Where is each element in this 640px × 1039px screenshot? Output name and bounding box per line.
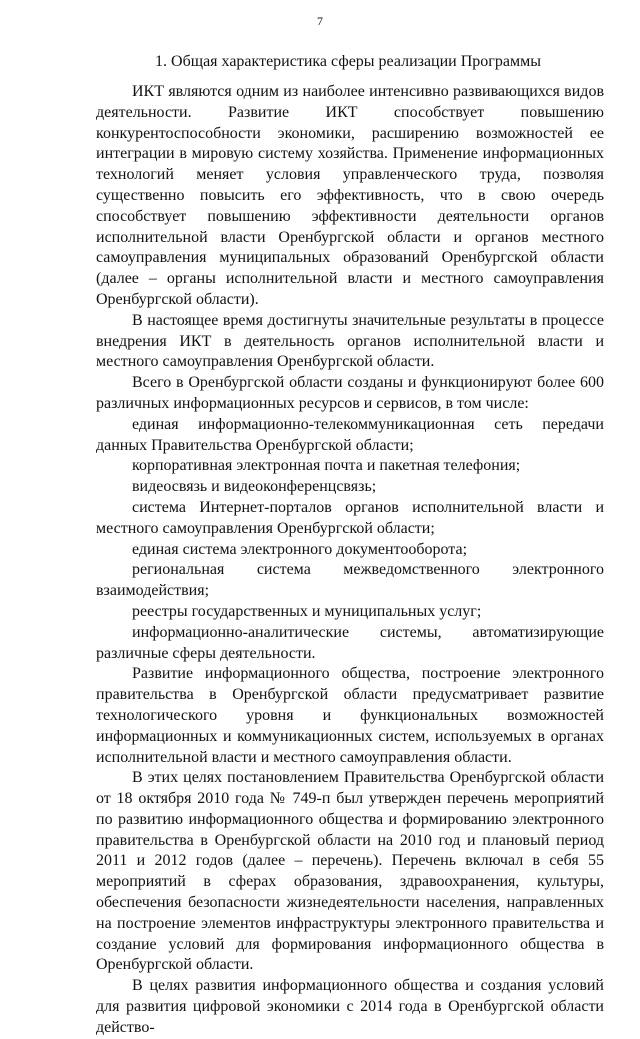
section-title: 1. Общая характеристика сферы реализации Программы — [155, 53, 541, 70]
list-item-network: единая информационно-телекоммуникационная сеть передачи данных Правительства Оренбургской области; — [96, 415, 604, 454]
paragraph-results: В настоящее время достигнуты значительные результаты в процессе внедрения ИКТ в деятельность органов исполнительной власти и местного самоуправления Оренбургской области. — [96, 311, 604, 371]
list-item-interdepartmental: региональная система межведомственного электронного взаимодействия; — [96, 561, 604, 600]
paragraph-e-government: Развитие информационного общества, построение электронного правительства в Оренбургской области предусматривает развитие технологического уровня и функциональных возможностей информационных и коммуникационных систем, используемых в органах исполнительной власти и местного самоуправления области. — [96, 665, 604, 766]
list-item-portals: система Интернет-порталов органов исполнительной власти и местного самоуправления Оренбургской области; — [96, 498, 604, 537]
paragraph-digital-economy: В целях развития информационного общества и создания условий для развития цифровой экономики с 2014 года в Оренбургской области действо- — [96, 977, 604, 1036]
body-text — [96, 82, 604, 1039]
list-item-document-flow: единая система электронного документооборота; — [132, 540, 468, 558]
list-item-analytics: информационно-аналитические системы, автоматизирующие различные сферы деятельности. — [96, 623, 604, 662]
paragraph-resources-intro: Всего в Оренбургской области созданы и функционируют более 600 различных информационных ресурсов и сервисов, в том числе: — [96, 374, 604, 412]
list-item-video: видеосвязь и видеоконференцсвязь; — [132, 478, 377, 496]
paragraph-resolution: В этих целях постановлением Правительства Оренбургской области от 18 октября 2010 года № 749-п был утвержден перечень мероприятий по развитию информационного общества и формированию электронного правительства в Оренбургской области на 2010 год и плановый период 2011 и 2012 годов (далее – перечень). Перечень включал в себя 55 мероприятий в сферах образования, здравоохранения, культуры, обеспечения безопасности жизнедеятельности населения, направленных на построение элементов инфраструктуры электронного правительства и создание условий для формирования информационного общества в Оренбургской области. — [96, 769, 604, 974]
page-number: 7 — [317, 14, 323, 28]
list-item-email-telephony: корпоративная электронная почта и пакетная телефония; — [132, 457, 521, 475]
list-item-registries: реестры государственных и муниципальных услуг; — [132, 602, 482, 620]
paragraph-ikt-intro: ИКТ являются одним из наиболее интенсивно развивающихся видов деятельности. Развитие ИКТ способствует повышению конкурентоспособности экономики, расширению возможностей ее интеграции в мировую систему хозяйства. Применение информационных технологий меняет условия управленческого труда, позволяя существенно повысить его эффективность, что в свою очередь способствует повышению эффективности деятельности органов исполнительной власти Оренбургской области и органов местного самоуправления муниципальных образований Оренбургской области (далее – органы исполнительной власти и местного самоуправления Оренбургской области). — [96, 83, 604, 308]
